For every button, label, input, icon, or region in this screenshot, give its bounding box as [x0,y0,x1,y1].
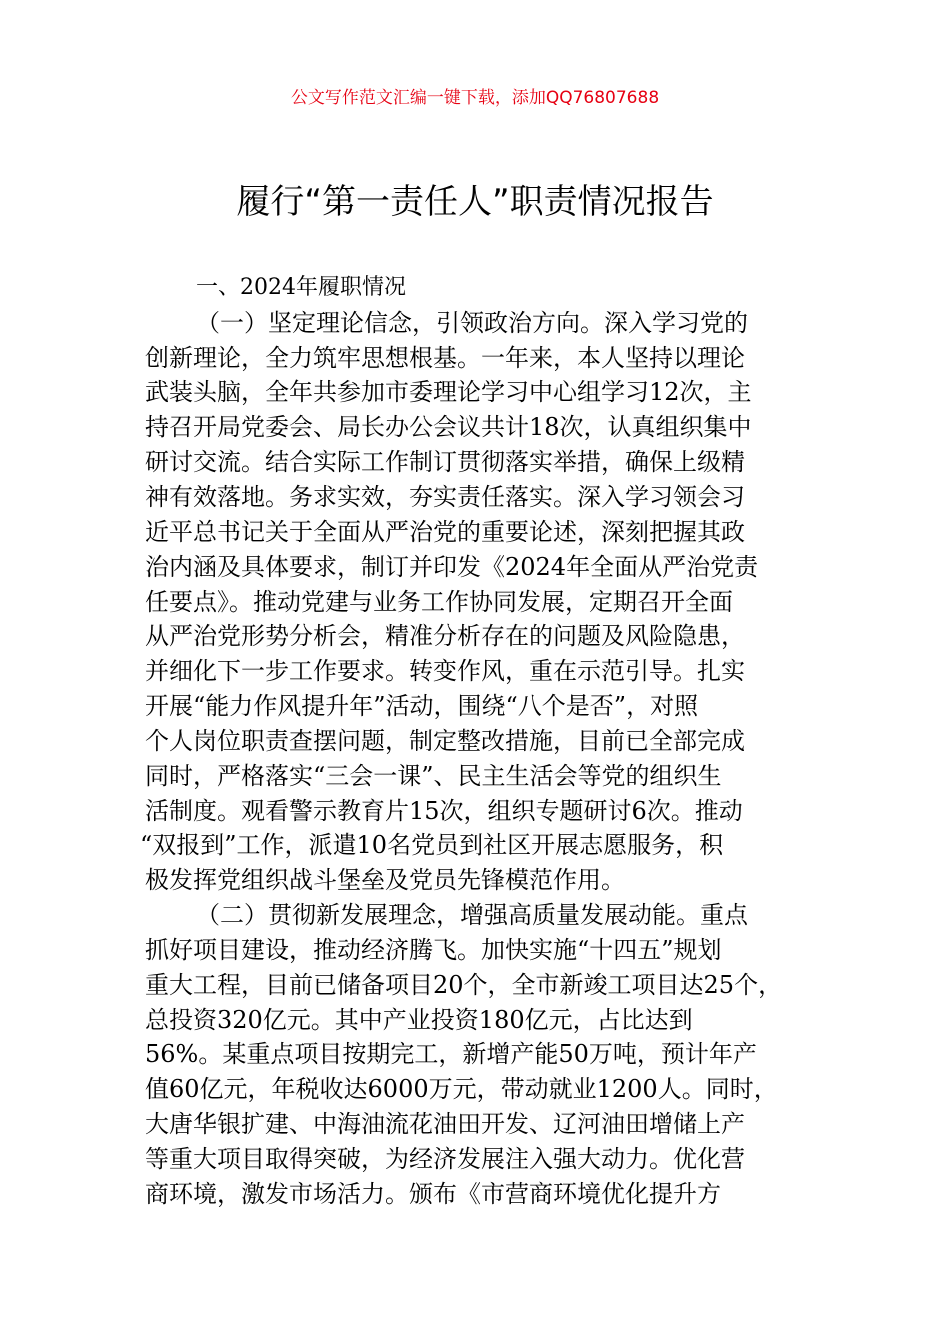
paragraph-line: 从严治党形势分析会，精准分析存在的问题及风险隐患， [145,622,745,650]
paragraph-line: 值60亿元，年税收达6000万元，带动就业1200人。同时， [145,1075,778,1103]
paragraph-line: 任要点》。推动党建与业务工作协同发展，定期召开全面 [145,588,733,616]
paragraph-line: 活制度。观看警示教育片15次，组织专题研讨6次。推动 [145,797,743,825]
paragraph-line: 56%。某重点项目按期完工，新增产能50万吨，预计年产 [145,1040,757,1068]
paragraph-line: 治内涵及具体要求，制订并印发《2024年全面从严治党责 [145,553,759,581]
paragraph-line: 重大工程，目前已储备项目20个，全市新竣工项目达25个， [145,971,783,999]
paragraph-line: 极发挥党组织战斗堡垒及党员先锋模范作用。 [145,866,625,894]
paragraph-line: 持召开局党委会、局长办公会议共计18次，认真组织集中 [145,413,752,441]
paragraph-line: 武装头脑，全年共参加市委理论学习中心组学习12次，主 [145,378,752,406]
page-title: 履行“第一责任人”职责情况报告 [236,182,714,222]
paragraph-line: 神有效落地。务求实效，夯实责任落实。深入学习领会习 [145,483,745,511]
paragraph-line: 开展“能力作风提升年”活动，围绕“八个是否”，对照 [145,692,699,720]
paragraph-line: 同时，严格落实“三会一课”、民主生活会等党的组织生 [145,762,722,790]
promo-watermark: 公文写作范文汇编一键下载，添加QQ76807688 [290,88,660,108]
paragraph-line: 大唐华银扩建、中海油流花油田开发、辽河油田增储上产 [145,1110,745,1138]
section-heading: 一、2024年履职情况 [196,275,406,300]
paragraph-line: 创新理论，全力筑牢思想根基。一年来，本人坚持以理论 [145,344,745,372]
paragraph-line: 研讨交流。结合实际工作制订贯彻落实举措，确保上级精 [145,448,745,476]
paragraph-line: 并细化下一步工作要求。转变作风，重在示范引导。扎实 [145,657,745,685]
paragraph-line: 近平总书记关于全面从严治党的重要论述，深刻把握其政 [145,518,745,546]
paragraph-line: 个人岗位职责查摆问题，制定整改措施，目前已全部完成 [145,727,745,755]
paragraph-line: 总投资320亿元。其中产业投资180亿元，占比达到 [145,1006,693,1034]
paragraph-line: 商环境，激发市场活力。颁布《市营商环境优化提升方 [145,1180,721,1208]
paragraph-line: “双报到”工作，派遣10名党员到社区开展志愿服务，积 [140,831,724,859]
paragraph-line: （一）坚定理论信念，引领政治方向。深入学习党的 [196,309,748,337]
paragraph-line: 抓好项目建设，推动经济腾飞。加快实施“十四五”规划 [145,936,722,964]
paragraph-line: 等重大项目取得突破，为经济发展注入强大动力。优化营 [145,1145,745,1173]
paragraph-line: （二）贯彻新发展理念，增强高质量发展动能。重点 [196,901,748,929]
